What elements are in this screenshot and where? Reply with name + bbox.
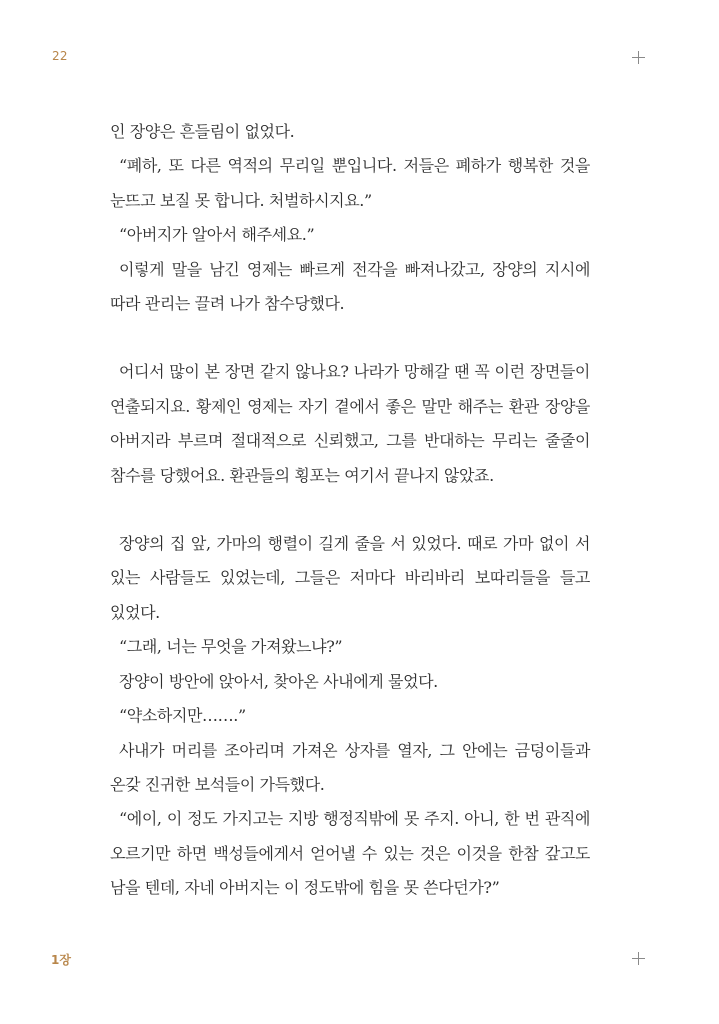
paragraph: “약소하지만…….” bbox=[119, 706, 246, 726]
page-number: 22 bbox=[52, 49, 68, 63]
crop-mark-bottom-right bbox=[632, 952, 645, 965]
paragraph: “폐하, 또 다른 역적의 무리일 뿐입니다. 저들은 폐하가 행복한 것을 눈뜨고 보질 못 합니다. 처벌하시지요.” bbox=[110, 156, 590, 210]
crop-mark-top-right bbox=[632, 51, 645, 64]
paragraph: “그래, 너는 무엇을 가져왔느냐?” bbox=[119, 637, 343, 657]
chapter-label: 1장 bbox=[51, 953, 71, 967]
paragraph: 장양이 방안에 앉아서, 찾아온 사내에게 물었다. bbox=[119, 671, 438, 691]
paragraph: 장양의 집 앞, 가마의 행렬이 길게 줄을 서 있었다. 때로 가마 없이 서 있는 사람들도 있었는데, 그들은 저마다 바리바리 보따리들을 들고 있었다. bbox=[110, 534, 590, 622]
body-text bbox=[110, 115, 590, 906]
paragraph: 이렇게 말을 남긴 영제는 빠르게 전각을 빠져나갔고, 장양의 지시에 따라 관리는 끌려 나가 참수당했다. bbox=[110, 259, 590, 314]
paragraph: 사내가 머리를 조아리며 가져온 상자를 열자, 그 안에는 금덩이들과 온갖 진귀한 보석들이 가득했다. bbox=[110, 740, 590, 794]
paragraph: “에이, 이 정도 가지고는 지방 행정직밖에 못 주지. 아니, 한 번 관직에 오르기만 하면 백성들에게서 얻어낼 수 있는 것은 이것을 한참 갚고도 남을 텐데, 자네 아버지는 이 정도밖에 힘을 못 쓴다던가?” bbox=[110, 809, 590, 898]
paragraph: 어디서 많이 본 장면 같지 않나요? 나라가 망해갈 땐 꼭 이런 장면들이 연출되지요. 황제인 영제는 자기 곁에서 좋은 말만 해주는 환관 장양을 아버지라 부르며 절대적으로 신뢰했고, 그를 반대하는 무리는 줄줄이 참수를 당했어요. 환관들의 횡포는 여기서 끝나지 않았죠. bbox=[110, 362, 590, 485]
paragraph: 인 장양은 흔들림이 없었다. bbox=[110, 122, 295, 141]
paragraph: “아버지가 알아서 해주세요.” bbox=[119, 225, 315, 245]
